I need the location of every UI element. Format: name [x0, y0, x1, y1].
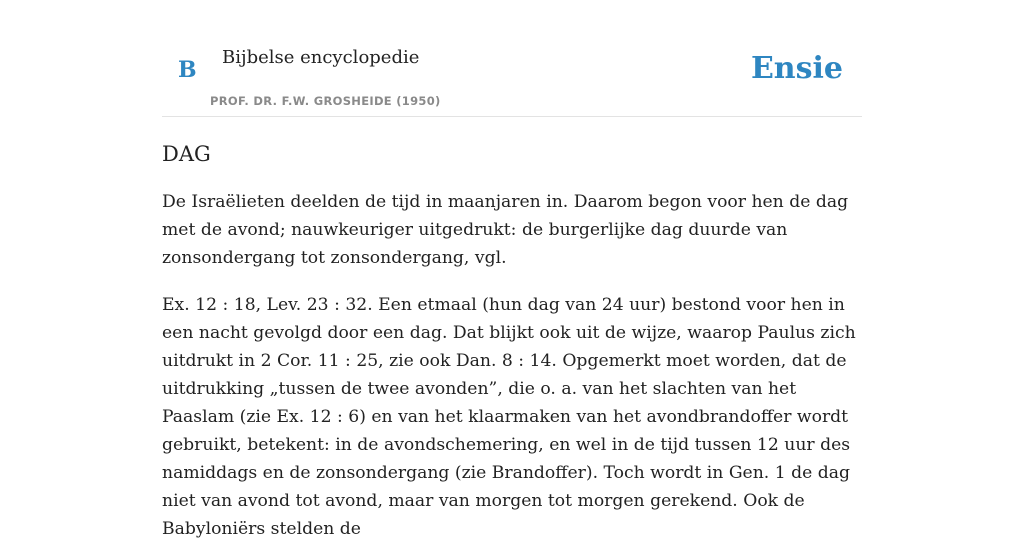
article-headword: DAG	[162, 142, 211, 166]
author-credit: PROF. DR. F.W. GROSHEIDE (1950)	[210, 94, 441, 108]
encyclopedia-header	[162, 0, 862, 117]
encyclopedia-title-link[interactable]: Bijbelse encyclopedie	[222, 47, 420, 68]
encyclopedia-badge[interactable]: B	[178, 57, 197, 83]
ensie-logo-link[interactable]: Ensie	[750, 51, 843, 86]
article-paragraph-1: De Israëlieten deelden de tijd in maanjaren in. Daarom begon voor hen de dag met de avond; nauwkeuriger uitgedrukt: de burgerlijke dag duurde van zonsondergang tot zonsondergang, vgl.	[162, 192, 849, 268]
article-content	[162, 138, 864, 543]
article-paragraph-2: Ex. 12 : 18, Lev. 23 : 32. Een etmaal (hun dag van 24 uur) bestond voor hen in een nacht gevolgd door een dag. Dat blijkt ook uit de wijze, waarop Paulus zich uitdrukt in 2 Cor. 11 : 25, zie ook Dan. 8 : 14. Opgemerkt moet worden, dat de uitdrukking „tussen de twee avonden”, die o. a. van het slachten van het Paaslam (zie Ex. 12 : 6) en van het klaarmaken van het avondbrandoffer wordt gebruikt, betekent: in de avondschemering, en wel in de tijd tussen 12 uur des namiddags en de zonsondergang (zie Brandoffer). Toch wordt in Gen. 1 de dag niet van avond tot avond, maar van morgen tot morgen gerekend. Ook de Babyloniërs stelden de	[162, 295, 856, 539]
